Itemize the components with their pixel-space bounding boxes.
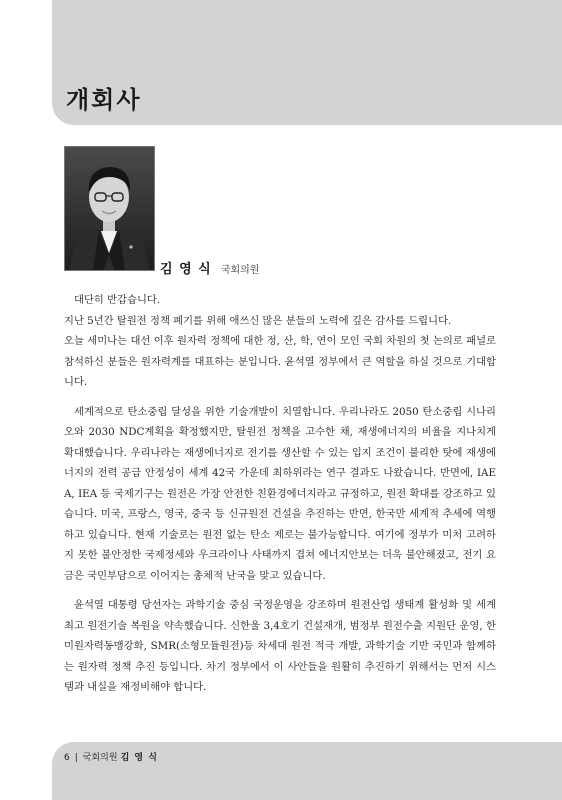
speaker-name: 김 영 식 (160, 262, 212, 277)
speaker-role: 국회의원 (220, 265, 260, 276)
page-footer (64, 750, 158, 763)
speaker-portrait (64, 146, 155, 271)
footer-role: 국회의원 (82, 753, 118, 763)
footer-separator: | (74, 753, 78, 763)
page-title: 개회사 (66, 86, 142, 114)
paragraph: 오늘 세미나는 대선 이후 원자력 정책에 대한 정, 산, 학, 연이 모인 국회 차원의 첫 논의로 패널로 참석하신 분들은 원자력계를 대표하는 분입니다. 윤석열 정부에서 큰 역할을 하실 것으로 기대합니다. (64, 335, 496, 388)
paragraph: 지난 5년간 탈원전 정책 폐기를 위해 애쓰신 많은 분들의 노력에 깊은 감사를 드립니다. (64, 314, 452, 327)
speaker-caption (160, 258, 259, 277)
speech-body (64, 290, 496, 707)
paragraph: 세계적으로 탄소중립 달성을 위한 기술개발이 치열합니다. 우리나라도 2050 탄소중립 시나리오와 2030 NDC계획을 확정했지만, 탈원전 정책을 고수한 채, 재생에너지의 비율을 지나치게 확대했습니다. 우리나라는 재생에너지로 전기를 생산할 수 있는 입지 조건이 불리한 탓에 재생에너지의 전력 공급 안정성이 세계 42국 가운데 최하위라는 연구 결과도 나왔습니다. 반면에, IAEA, IEA 등 국제기구는 원전은 가장 안전한 친환경에너지라고 규정하고, 원전 확대를 강조하고 있습니다. 미국, 프랑스, 영국, 중국 등 신규원전 건설을 추진하는 반면, 한국만 세계적 추세에 역행하고 있습니다. 현재 기술로는 원전 없는 탄소 제로는 불가능합니다. 여기에 정부가 미처 고려하지 못한 불안정한 국제정세와 우크라이나 사태까지 겹쳐 에너지안보는 더욱 불안해졌고, 전기 요금은 국민부담으로 이어지는 총체적 난국을 맞고 있습니다. (64, 405, 496, 582)
page-number: 6 (64, 753, 70, 763)
paragraph: 윤석열 대통령 당선자는 과학기술 중심 국정운영을 강조하며 원전산업 생태계 활성화 및 세계 최고 원전기술 복원을 약속했습니다. 신한울 3,4호기 건설재개, 범정부 원전수출 지원단 운영, 한미원자력동맹강화, SMR(소형모듈원전)등 차세대 원전 적극 개발, 과학기술 기반 국민과 함께하는 원자력 정책 추진 등입니다. 차기 정부에서 이 사안들을 원활히 추진하기 위해서는 먼저 시스템과 내실을 재정비해야 합니다. (64, 599, 496, 693)
paragraph: 대단히 반갑습니다. (74, 294, 161, 306)
footer-name: 김 영 식 (120, 753, 158, 763)
